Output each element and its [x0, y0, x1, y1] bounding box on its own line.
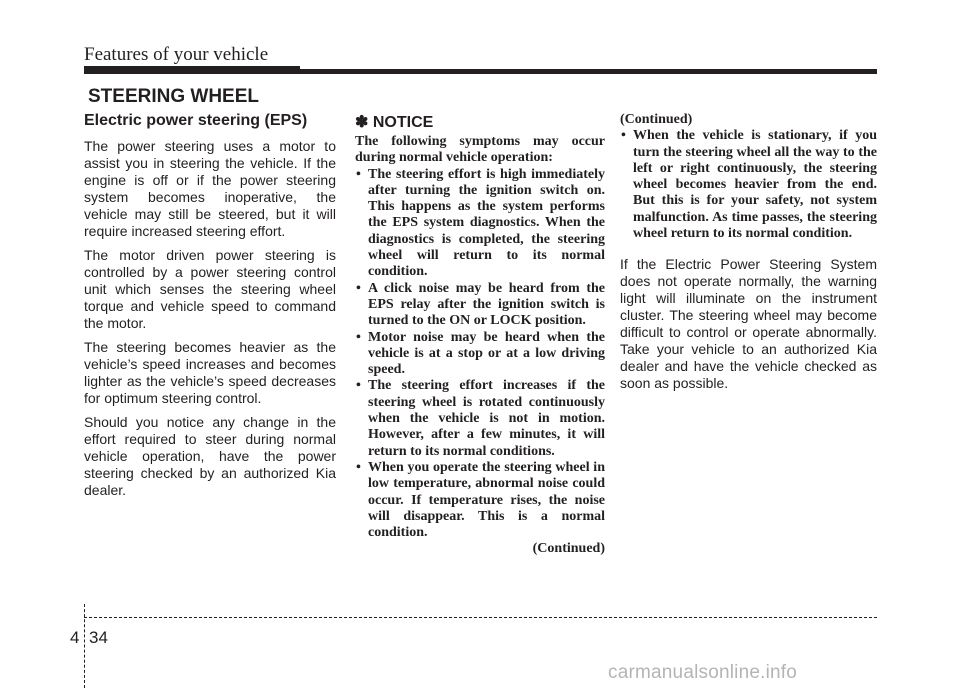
notice-heading	[355, 112, 605, 132]
footer-divider	[84, 604, 85, 688]
notice-continuation	[620, 112, 877, 242]
notice-bullet: • Motor noise may be heard when the vehicle is at a stop or at a low driving speed.	[355, 330, 605, 379]
page-number: 34	[89, 628, 108, 647]
chapter-number: 4	[70, 628, 80, 647]
notice-bullet: • The steering effort increases if the steering wheel is rotated continuously when the vehicle is not in motion. However, after a few minutes, it will return to its normal conditions.	[355, 378, 605, 459]
notice-bullet-list	[620, 128, 877, 242]
eps-subheading: Electric power steering (EPS)	[84, 112, 308, 129]
notice-bullet-list	[355, 167, 605, 542]
notice-bullet: • When the vehicle is stationary, if you turn the steering wheel all the way to the left or right continuously, the steering wheel becomes heavier from the end. But this is for your safety, not system malfunction. As time passes, the steering wheel return to its normal condition.	[620, 128, 877, 242]
notice-column	[355, 112, 605, 558]
continued-label: (Continued)	[532, 541, 605, 557]
notice-title: NOTICE	[372, 114, 434, 131]
watermark: carmanualsonline.info	[608, 662, 798, 683]
notice-intro: The following symptoms may occur during normal vehicle operation:	[355, 134, 605, 166]
notice-bullet: • The steering effort is high immediately after turning the ignition switch on. This happens as the system performs the EPS system diagnostics. When the diagnostics is completed, the steering wheel will return to its normal condition.	[355, 167, 605, 281]
eps-paragraph: Should you notice any change in the effort required to steer during normal vehicle operation, have the power steering checked by an authorized Kia dealer.	[84, 414, 336, 498]
footer-rule	[84, 617, 877, 618]
right-column	[620, 112, 877, 392]
notice-bullet: • A click noise may be heard from the EPS relay after the ignition switch is turned to the ON or LOCK position.	[355, 281, 605, 330]
page-header-title: Features of your vehicle	[84, 44, 269, 65]
notice-body	[355, 134, 605, 558]
section-title: STEERING WHEEL	[88, 86, 260, 107]
notice-bullet: • When you operate the steering wheel in low temperature, abnormal noise could occur. If temperature rises, the noise will disappear. This is a normal condition.	[355, 460, 605, 541]
left-column	[84, 112, 336, 506]
header-rule	[84, 69, 877, 74]
eps-warning-paragraph: If the Electric Power Steering System does not operate normally, the warning light will illuminate on the instrument cluster. The steering wheel may become difficult to control or operate abnormally. Take your vehicle to an authorized Kia dealer and have the vehicle checked as soon as possible.	[620, 256, 877, 392]
eps-paragraph: The motor driven power steering is controlled by a power steering control unit which senses the steering wheel torque and vehicle speed to command the motor.	[84, 247, 336, 331]
continued-label: (Continued)	[620, 112, 693, 127]
eps-paragraph: The steering becomes heavier as the vehicle’s speed increases and becomes lighter as the vehicle’s speed decreases for optimum steering control.	[84, 339, 336, 406]
eps-paragraph: The power steering uses a motor to assist you in steering the vehicle. If the engine is off or if the power steering system becomes inoperative, the vehicle may still be steered, but it will require increased steering effort.	[84, 138, 336, 239]
notice-star-icon: ✽	[355, 114, 369, 131]
